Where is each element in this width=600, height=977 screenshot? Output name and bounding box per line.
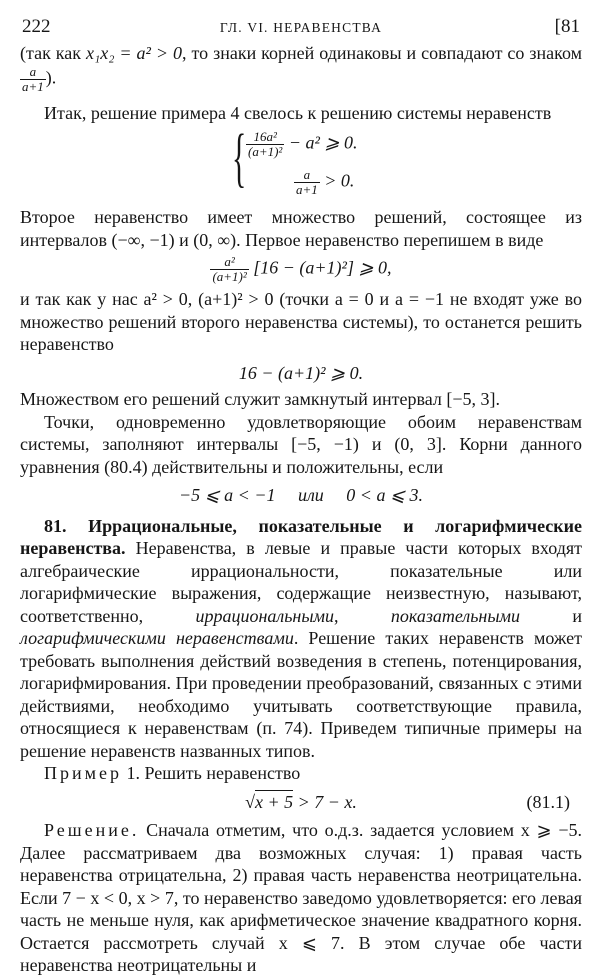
paragraph-second-inequality: Второе неравенство имеет множество решений, состоящее из интервалов (−∞, −1) и (0, ∞). Первое неравенство перепишем в виде [20,207,582,250]
inequality-system [232,121,582,200]
paragraph-intervals: Точки, одновременно удовлетворяющие обоим неравенствам системы, заполняют интервалы [−5, −1) и (0, 3]. Корни данного уравнения (80.4) действительны и положительны, если [20,411,582,477]
solution-paragraph: Решение. Сначала отметим, что о.д.з. задается условием x ⩾ −5. Далее рассматриваем два возможных случая: 1) правая часть неравенства отрицательна, 2) правая часть неравенства неотрицательна. Если 7 − x < 0, x > 7, то неравенство заведомо удовлетворяется: его левая часть не меньше нуля, как арифметическое значение квадратного корня. Остается рассмотреть случай x ⩽ 7. В этом случае обе части неравенства неотрицательны и [20,820,582,975]
solution-label: Решение. [44,820,140,840]
book-page [20,12,582,977]
section-marker: [81 [554,16,580,37]
fraction: $\frac{a}{a+1}$ [22,63,44,94]
equation-81-1: √x + 5 > 7 − x. (81.1) [245,791,570,812]
running-head: ГЛ. VI. НЕРАВЕНСТВА [219,20,383,35]
section-81: 81. Иррациональные, показательные и логарифмические неравенства. Неравенства, в левые и правые части которых входят алгебраические иррациональности, показательные или логарифмические выражения, содержащие неизвестную, называют, соответственно, иррациональными, показательными и логарифмическими неравенствами. Решение таких неравенств может требовать выполнения действий возведения в степень, потенцирования, логарифмирования. При проведении преобразований, связанных с этими действиями, необходимо учитывать соответствующие правила, относящиеся к неравенствам (п. 74). Приведем типичные примеры на решение неравенств названных типов. [20,515,583,761]
paragraph-system-intro: Итак, решение примера 4 свелось к решению системы неравенств [44,102,552,123]
paragraph-solution-set: Множеством его решений служит замкнутый интервал [−5, 3]. [20,389,501,409]
example-label: Пример [44,763,123,783]
left-brace: { [232,121,247,194]
system-row-2: $\frac{a}{a+1}$ > 0. [296,167,355,197]
page-header [20,12,582,42]
paragraph-roots-sign: (так как x₁x₂ = a² > 0, то знаки корней одинаковы и совпадают со знаком $\frac{a}{a+1}$ ). [20,43,582,94]
equation-number: (81.1) [526,791,570,812]
page-number: 222 [22,16,51,37]
equation-remaining: 16 − (a+1)² ⩾ 0. [238,362,364,383]
example-1-heading: Пример 1. Решить неравенство [44,763,301,783]
section-title: 81. Иррациональные, показательные и логарифмические неравенства. [20,515,582,558]
equation-rewritten: $\frac{\text{a²}}{\text{(a+1)²}}$ [16 − (a+1)²] ⩾ 0, [212,254,392,284]
system-row-1: $\frac{\text{16a²}}{\text{(a+1)²}}$ − a² ⩾ 0. [248,129,358,159]
equation-final-range: −5 ⩽ a < −1 или 0 < a ⩽ 3. [178,485,424,505]
paragraph-positivity: и так как у нас a² > 0, (a+1)² > 0 (точки a = 0 и a = −1 не входят уже во множество решений второго неравенства системы), то останется решить неравенство [20,289,582,354]
